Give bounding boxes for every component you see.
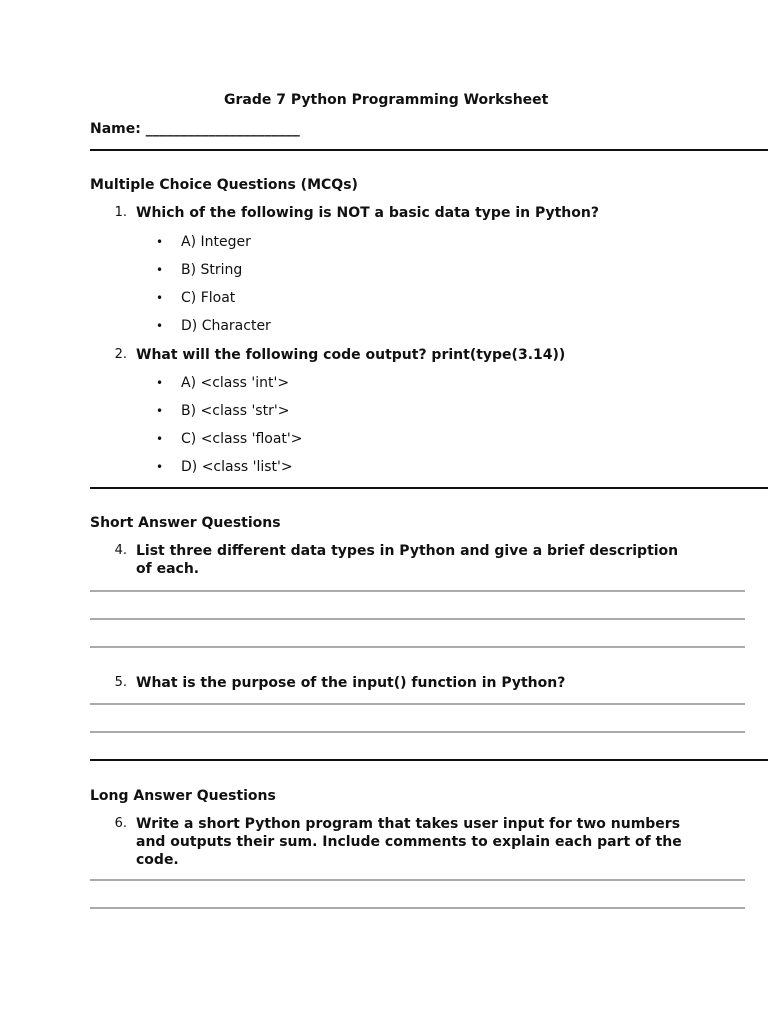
question-text: Write a short Python program that takes user input for two numbers and outputs their sum. Include comments to explain each part of the code. (136, 816, 682, 868)
bullet-icon: • (156, 404, 164, 418)
answer-line[interactable] (90, 879, 745, 881)
question-text: Which of the following is NOT a basic data type in Python? (136, 205, 599, 221)
bullet-icon: • (156, 460, 164, 474)
bullet-icon: • (156, 263, 164, 277)
bullet-icon: • (156, 376, 164, 390)
section-divider (90, 149, 768, 151)
option: A) <class 'int'> (181, 375, 290, 391)
question-number: 5. (114, 675, 127, 690)
answer-line[interactable] (90, 618, 745, 620)
worksheet-title: Grade 7 Python Programming Worksheet (224, 92, 549, 108)
section-divider (90, 487, 768, 489)
question-number: 1. (114, 205, 127, 220)
option: D) Character (181, 318, 271, 334)
option: C) <class 'float'> (181, 431, 303, 447)
mcq-heading: Multiple Choice Questions (MCQs) (90, 177, 358, 193)
question-number: 4. (114, 543, 127, 558)
question-number: 2. (114, 347, 127, 362)
bullet-icon: • (156, 235, 164, 249)
question-number: 6. (114, 816, 127, 831)
answer-line[interactable] (90, 731, 745, 733)
option: B) String (181, 262, 243, 278)
short-answer-heading: Short Answer Questions (90, 515, 281, 531)
answer-line[interactable] (90, 590, 745, 592)
question-text: List three different data types in Python and give a brief description of each. (136, 543, 679, 577)
bullet-icon: • (156, 432, 164, 446)
section-divider (90, 759, 768, 761)
option: B) <class 'str'> (181, 403, 290, 419)
answer-line[interactable] (90, 646, 745, 648)
bullet-icon: • (156, 319, 164, 333)
question-text: What will the following code output? print(type(3.14)) (136, 347, 566, 363)
option: A) Integer (181, 234, 251, 250)
option: D) <class 'list'> (181, 459, 293, 475)
bullet-icon: • (156, 291, 164, 305)
answer-line[interactable] (90, 907, 745, 909)
option: C) Float (181, 290, 236, 306)
answer-line[interactable] (90, 703, 745, 705)
name-field[interactable]: Name: ______________________ (90, 121, 300, 137)
long-answer-heading: Long Answer Questions (90, 788, 276, 804)
question-text: What is the purpose of the input() function in Python? (136, 675, 566, 691)
